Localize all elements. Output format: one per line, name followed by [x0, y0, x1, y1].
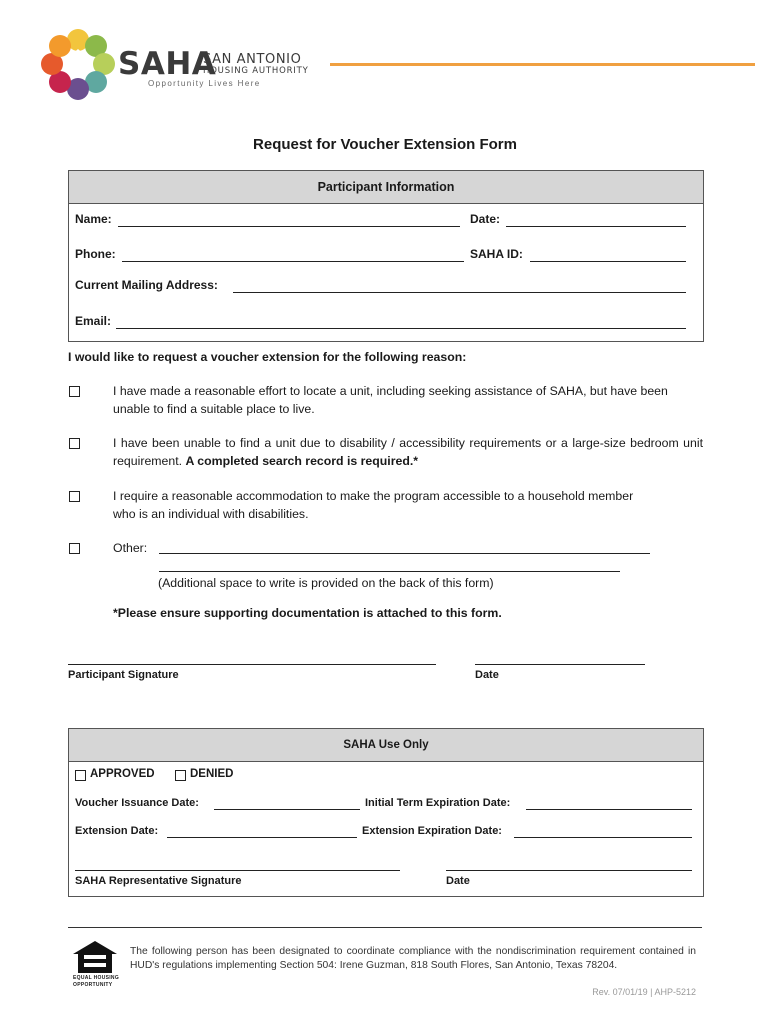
- saha-id-label: SAHA ID:: [470, 247, 523, 261]
- participant-date-label: Date: [475, 669, 499, 681]
- org-name-line1: SAN ANTONIO: [203, 52, 302, 67]
- address-label: Current Mailing Address:: [75, 278, 218, 292]
- saha-rep-date-field[interactable]: [446, 870, 692, 871]
- extension-date-label: Extension Date:: [75, 825, 159, 837]
- email-label: Email:: [75, 314, 112, 328]
- saha-flower-logo-icon: [38, 26, 118, 106]
- participant-signature-label: Participant Signature: [68, 669, 179, 681]
- denied-checkbox[interactable]: [175, 770, 186, 781]
- reason2-checkbox[interactable]: [69, 438, 80, 449]
- initial-term-label: Initial Term Expiration Date:: [365, 797, 511, 809]
- reason1-text: I have made a reasonable effort to locate a unit, including seeking assistance of SAHA, but have been unable to find a suitable place to live.: [113, 384, 668, 416]
- equal-housing-house-icon: [72, 940, 118, 974]
- tagline: Opportunity Lives Here: [148, 79, 261, 88]
- compliance-text: The following person has been designated to coordinate compliance with the nondiscrimination requirement contained in HUD's regulations implementing Section 504: Irene Guzman, 818 South Flores, San Antonio, Texas 78204.: [130, 946, 696, 971]
- reason3-checkbox[interactable]: [69, 491, 80, 502]
- supporting-docs-note: *Please ensure supporting documentation is attached to this form.: [113, 606, 502, 620]
- extension-expiration-label: Extension Expiration Date:: [362, 825, 502, 837]
- saha-rep-signature-label: SAHA Representative Signature: [75, 875, 242, 887]
- eho-text-1: EQUAL HOUSING: [73, 975, 120, 981]
- header-rule: [330, 63, 755, 66]
- voucher-issuance-label: Voucher Issuance Date:: [75, 797, 199, 809]
- reason2-text-main: I have been unable to find a unit due to disability / accessibility requirements or a large-size bedroom unit requirement.: [113, 436, 703, 468]
- participant-info-box: [68, 170, 704, 342]
- revision-number: Rev. 07/01/19 | AHP-5212: [592, 987, 696, 997]
- denied-label: DENIED: [190, 768, 234, 780]
- phone-label: Phone:: [75, 247, 116, 261]
- reason3-text: I require a reasonable accommodation to make the program accessible to a household member who is an individual with disabilities.: [113, 489, 634, 521]
- initial-term-field[interactable]: [526, 809, 692, 810]
- saha-use-heading: SAHA Use Only: [69, 729, 703, 762]
- email-field[interactable]: [116, 328, 686, 329]
- address-field[interactable]: [233, 292, 686, 293]
- reason1-checkbox[interactable]: [69, 386, 80, 397]
- footer-rule: [68, 927, 702, 928]
- other-label: Other:: [113, 541, 148, 555]
- participant-date-field[interactable]: [475, 664, 645, 665]
- saha-use-box: [68, 728, 704, 897]
- eho-text-2: OPPORTUNITY: [73, 982, 113, 988]
- brand-name: SAHA: [118, 46, 217, 82]
- saha-id-field[interactable]: [530, 261, 686, 262]
- reason2-text-required: A completed search record is required.*: [185, 454, 419, 468]
- saha-rep-signature-field[interactable]: [75, 870, 400, 871]
- participant-signature-field[interactable]: [68, 664, 436, 665]
- phone-field[interactable]: [122, 261, 464, 262]
- date-field[interactable]: [506, 226, 686, 227]
- other-field-line1[interactable]: [159, 553, 650, 554]
- other-note: (Additional space to write is provided on the back of this form): [158, 576, 494, 590]
- other-field-line2[interactable]: [159, 571, 620, 572]
- reason2-text: [113, 434, 703, 470]
- date-label: Date:: [470, 212, 501, 226]
- approved-label: APPROVED: [90, 768, 155, 780]
- name-label: Name:: [75, 212, 112, 226]
- participant-info-heading: Participant Information: [69, 171, 703, 204]
- form-title: Request for Voucher Extension Form: [253, 136, 517, 153]
- reason-intro: I would like to request a voucher extension for the following reason:: [68, 350, 467, 364]
- org-name-line2: HOUSING AUTHORITY: [203, 66, 309, 76]
- name-field[interactable]: [118, 226, 460, 227]
- extension-expiration-field[interactable]: [514, 837, 692, 838]
- extension-date-field[interactable]: [167, 837, 357, 838]
- approved-checkbox[interactable]: [75, 770, 86, 781]
- voucher-issuance-field[interactable]: [214, 809, 360, 810]
- saha-rep-date-label: Date: [446, 875, 470, 887]
- other-checkbox[interactable]: [69, 543, 80, 554]
